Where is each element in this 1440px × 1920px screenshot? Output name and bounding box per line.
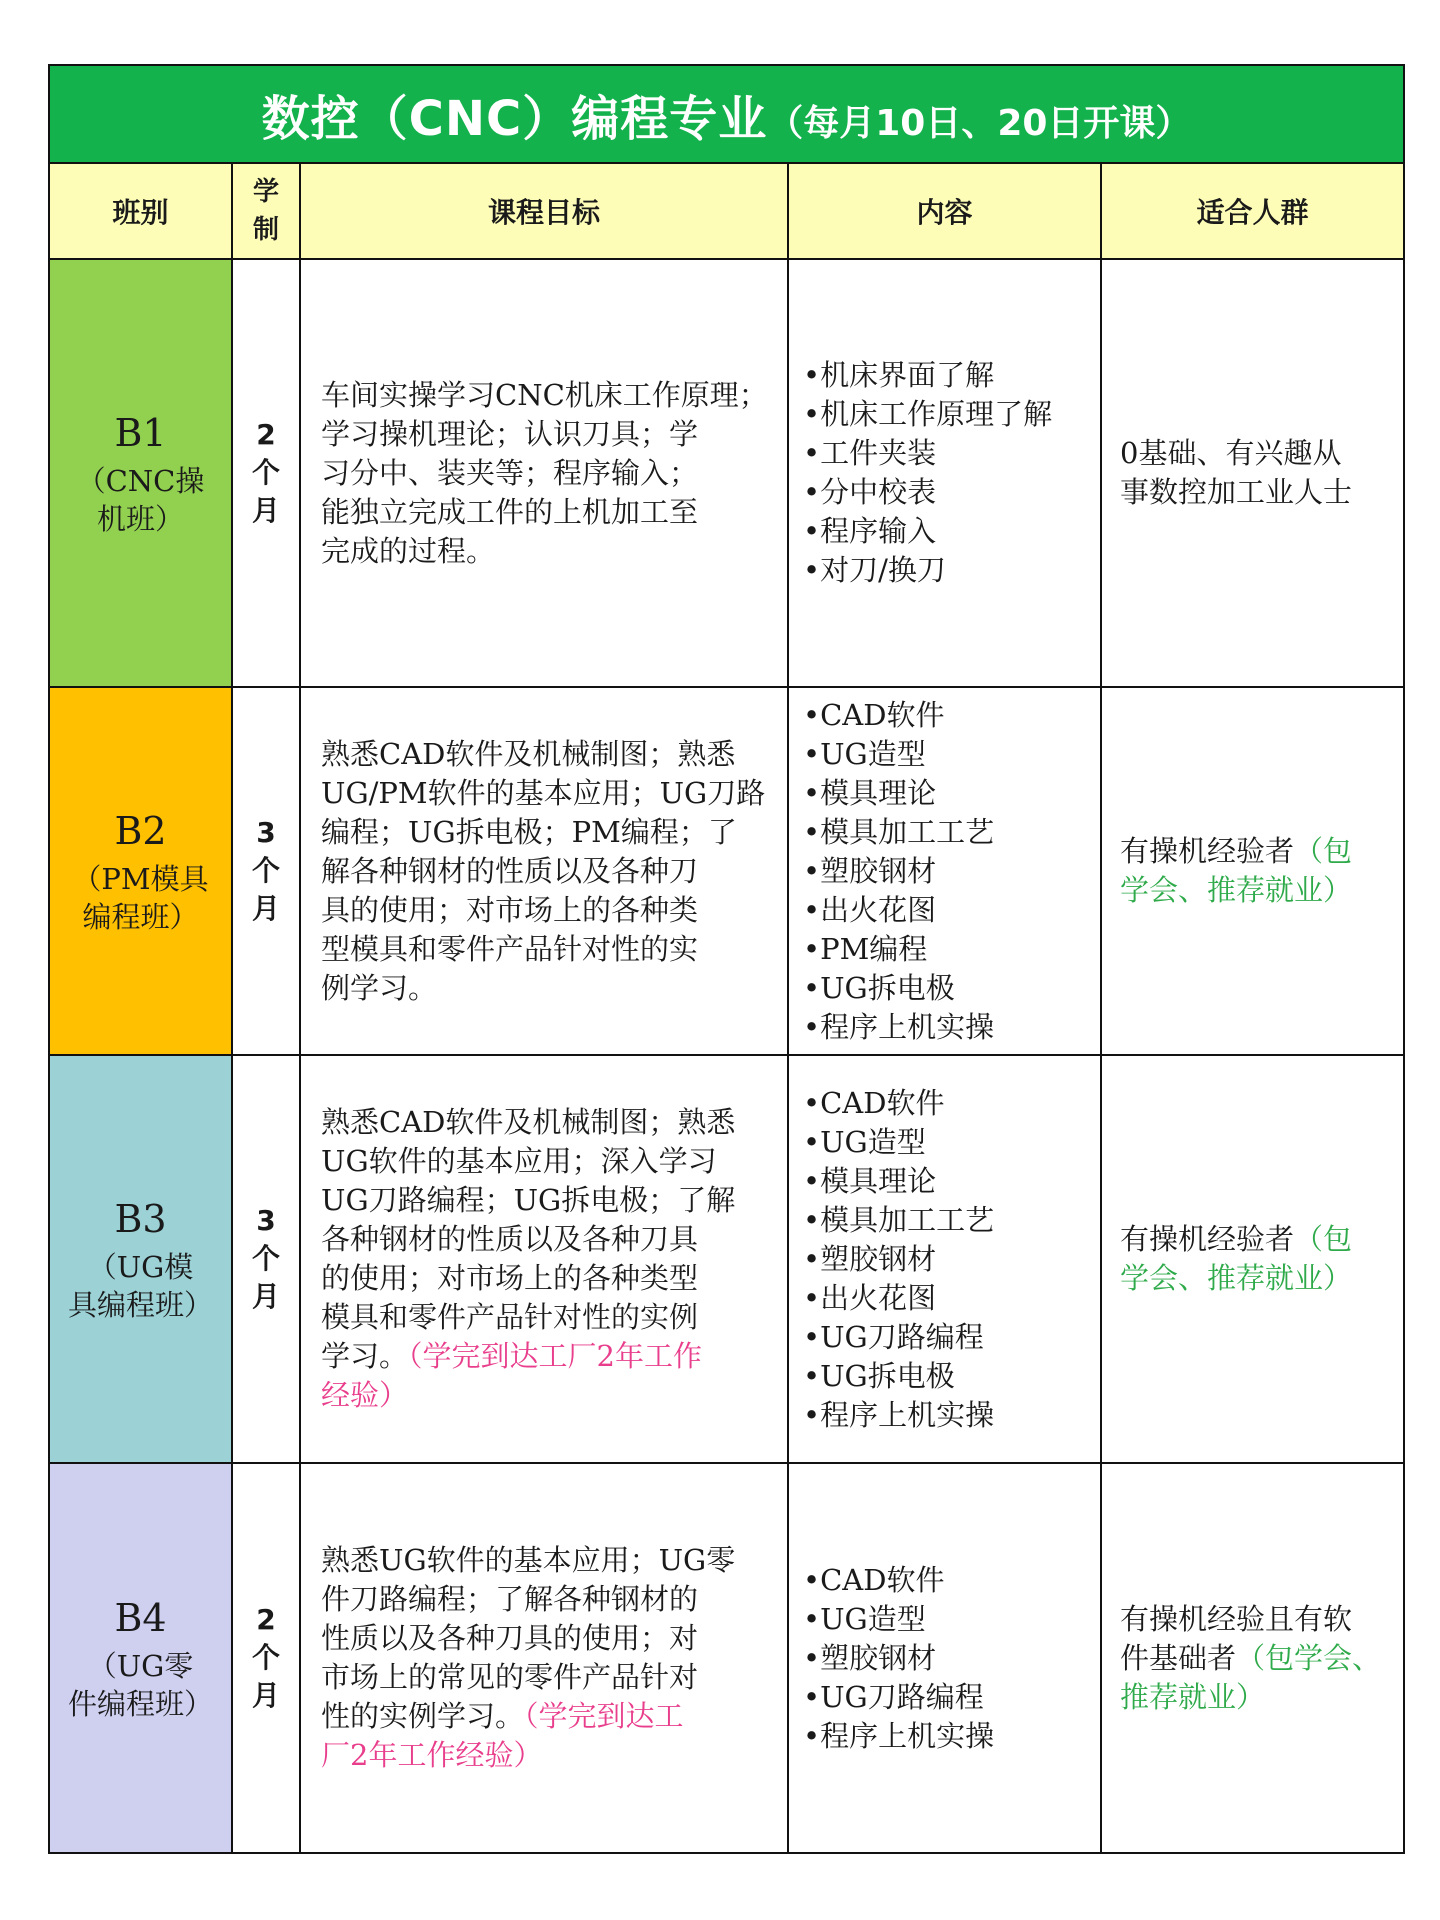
title-sub: （每月10日、20日开课） [767,102,1192,144]
class-cell [49,1463,232,1853]
class-name: （UG零 件编程班） [67,1649,213,1721]
list-item: •塑胶钢材 [803,1241,937,1276]
content-cell [788,1055,1101,1463]
header-class: 班别 [49,163,232,259]
header-row [49,163,1404,259]
list-item: •模具加工工艺 [803,1202,995,1237]
header-duration-2: 制 [252,215,279,245]
list-item: •UG刀路编程 [803,1319,984,1354]
class-code: B4 [114,1596,167,1640]
list-item: •对刀/换刀 [803,553,946,587]
header-duration-1: 学 [252,177,279,207]
list-item: •程序输入 [803,514,937,548]
duration-cell: 3 个 月 [232,1055,300,1463]
table-row [49,259,1404,687]
list-item: •机床界面了解 [803,358,995,392]
header-audience: 适合人群 [1101,163,1404,259]
duration-cell: 2 个 月 [232,259,300,687]
list-item: •出火花图 [803,1280,937,1315]
audience-cell: 0基础、有兴趣从 事数控加工业人士 [1101,259,1404,687]
list-item: •模具加工工艺 [803,814,995,849]
list-item: •机床工作原理了解 [803,397,1053,431]
class-name: （UG模 具编程班） [67,1250,213,1322]
list-item: •UG拆电极 [803,1358,955,1393]
list-item: •模具理论 [803,1163,937,1198]
goal-cell: 熟悉CAD软件及机械制图；熟悉 UG/PM软件的基本应用；UG刀路 编程；UG拆电极；PM编程；了 解各种钢材的性质以及各种刀 具的使用；对市场上的各种类 型模具和零件产品针对性的实 例学习。 [300,687,788,1055]
class-cell [49,259,232,687]
list-item: •分中校表 [803,475,937,509]
class-name: （PM模具 编程班） [72,862,209,934]
audience-cell: 有操机经验者（包 学会、推荐就业） [1101,687,1404,1055]
course-table [48,64,1405,1854]
list-item: •程序上机实操 [803,1009,995,1044]
duration-cell: 2 个 月 [232,1463,300,1853]
list-item: •UG造型 [803,736,926,771]
list-item: •UG拆电极 [803,970,955,1005]
table-row [49,1055,1404,1463]
list-item: •塑胶钢材 [803,853,937,888]
goal-cell: 熟悉UG软件的基本应用；UG零 件刀路编程；了解各种钢材的 性质以及各种刀具的使用；对 市场上的常见的零件产品针对 性的实例学习。（学完到达工 厂2年工作经验） [300,1463,788,1853]
content-cell [788,687,1101,1055]
list-item: •PM编程 [803,931,928,966]
title-main: 数控（CNC）编程专业 [261,90,768,147]
class-cell [49,1055,232,1463]
audience-cell: 有操机经验者（包 学会、推荐就业） [1101,1055,1404,1463]
list-item: •出火花图 [803,892,937,927]
class-code: B2 [114,809,167,853]
header-content: 内容 [788,163,1101,259]
goal-cell: 熟悉CAD软件及机械制图；熟悉 UG软件的基本应用；深入学习 UG刀路编程；UG拆电极；了解 各种钢材的性质以及各种刀具 的使用；对市场上的各种类型 模具和零件产品针对性的实例 学习。（学完到达工厂2年工作 经验） [300,1055,788,1463]
duration-cell: 3 个 月 [232,687,300,1055]
list-item: •塑胶钢材 [803,1640,937,1675]
list-item: •工件夹装 [803,436,937,470]
list-item: •UG刀路编程 [803,1679,984,1714]
table-title [49,65,1404,163]
audience-cell: 有操机经验且有软 件基础者（包学会、 推荐就业） [1101,1463,1404,1853]
table-row [49,687,1404,1055]
list-item: •CAD软件 [803,1085,945,1120]
class-code: B1 [114,411,167,455]
class-name: （CNC操 机班） [76,464,205,536]
header-goal: 课程目标 [300,163,788,259]
list-item: •CAD软件 [803,1562,945,1597]
table-row [49,1463,1404,1853]
list-item: •CAD软件 [803,697,945,732]
class-code: B3 [114,1197,167,1241]
list-item: •程序上机实操 [803,1397,995,1432]
content-cell [788,259,1101,687]
list-item: •UG造型 [803,1601,926,1636]
content-cell [788,1463,1101,1853]
list-item: •模具理论 [803,775,937,810]
list-item: •UG造型 [803,1124,926,1159]
header-duration [232,163,300,259]
class-cell [49,687,232,1055]
list-item: •程序上机实操 [803,1718,995,1753]
goal-cell: 车间实操学习CNC机床工作原理； 学习操机理论；认识刀具；学 习分中、装夹等；程序输入； 能独立完成工件的上机加工至 完成的过程。 [300,259,788,687]
